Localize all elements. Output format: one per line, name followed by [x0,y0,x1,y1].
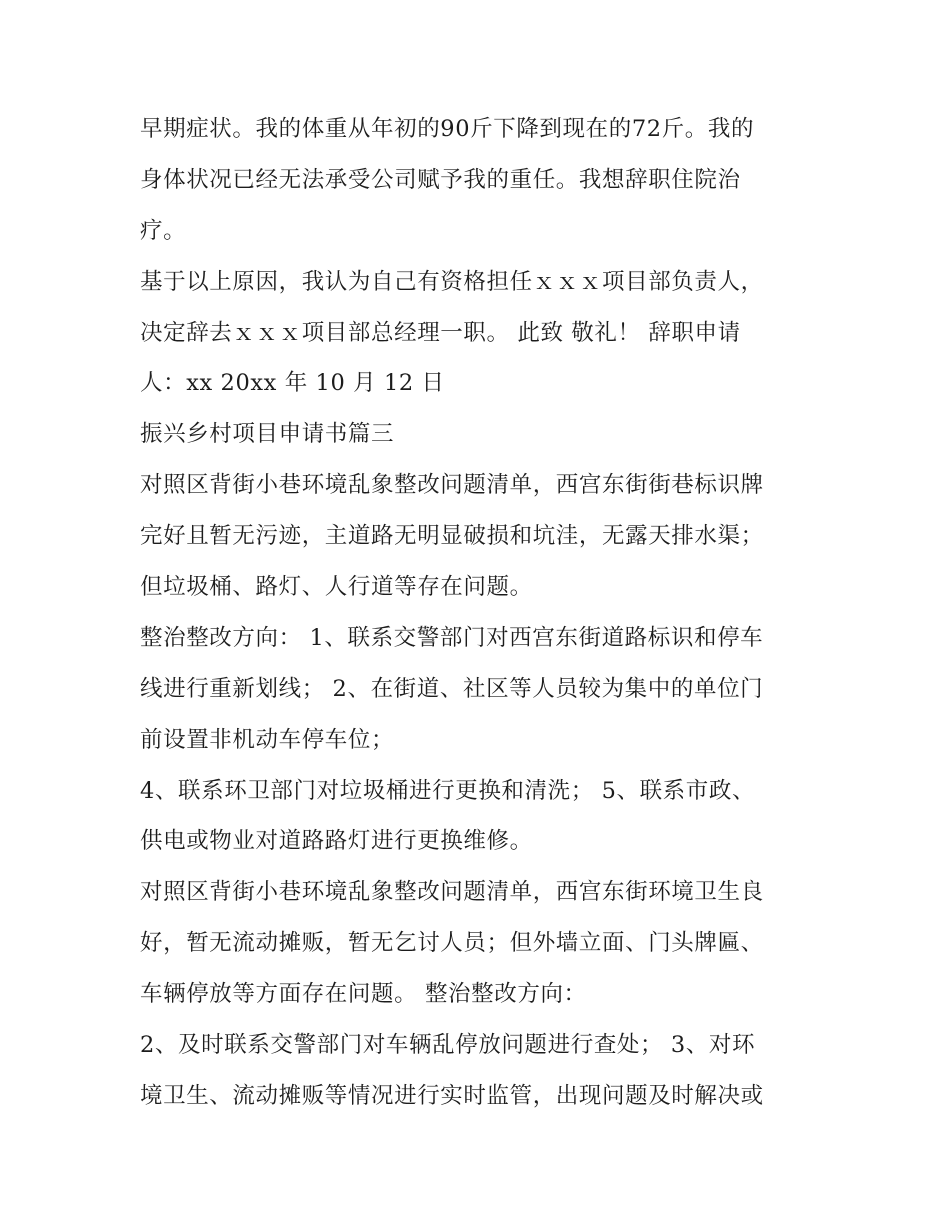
text-line: 4、联系环卫部门对垃圾桶进行更换和清洗； 5、联系市政、 [140,777,756,804]
text-line: 身体状况已经无法承受公司赋予我的重任。我想辞职住院治 [140,166,741,193]
text-line: 完好且暂无污迹，主道路无明显破损和坑洼，无露天排水渠； [140,523,764,550]
text-line: 对照区背街小巷环境乱象整改问题清单，西宫东街街巷标识牌 [140,472,764,499]
text-line: 早期症状。我的体重从年初的90斤下降到现在的72斤。我的 [140,116,755,142]
text-line: 疗。 [140,217,187,244]
text-line: 前设置非机动车停车位； [140,726,395,753]
text-line: 对照区背街小巷环境乱象整改问题清单，西宫东街环境卫生良 [140,879,764,906]
text-line: 2、及时联系交警部门对车辆乱停放问题进行查处； 3、对环 [140,1032,756,1059]
text-line: 基于以上原因，我认为自己有资格担任ｘｘｘ项目部负责人， [140,268,764,295]
text-line: 但垃圾桶、路灯、人行道等存在问题。 [140,574,533,601]
text-line: 决定辞去ｘｘｘ项目部总经理一职。 此致 敬礼！ 辞职申请 [140,319,741,346]
text-line: 线进行重新划线； 2、在街道、社区等人员较为集中的单位门 [140,675,764,702]
text-line: 整治整改方向： 1、联系交警部门对西宫东街道路标识和停车 [140,624,764,651]
text-line: 境卫生、流动摊贩等情况进行实时监管，出现问题及时解决或 [140,1082,764,1109]
text-line: 好，暂无流动摊贩，暂无乞讨人员；但外墙立面、门头牌匾、 [140,930,764,957]
text-line: 人：xx 20xx 年 10 月 12 日 [140,370,445,397]
text-line: 供电或物业对道路路灯进行更换维修。 [140,828,533,855]
document-body [140,104,820,1122]
section-heading: 振兴乡村项目申请书篇三 [140,421,395,448]
text-line: 车辆停放等方面存在问题。 整治整改方向： [140,981,587,1008]
